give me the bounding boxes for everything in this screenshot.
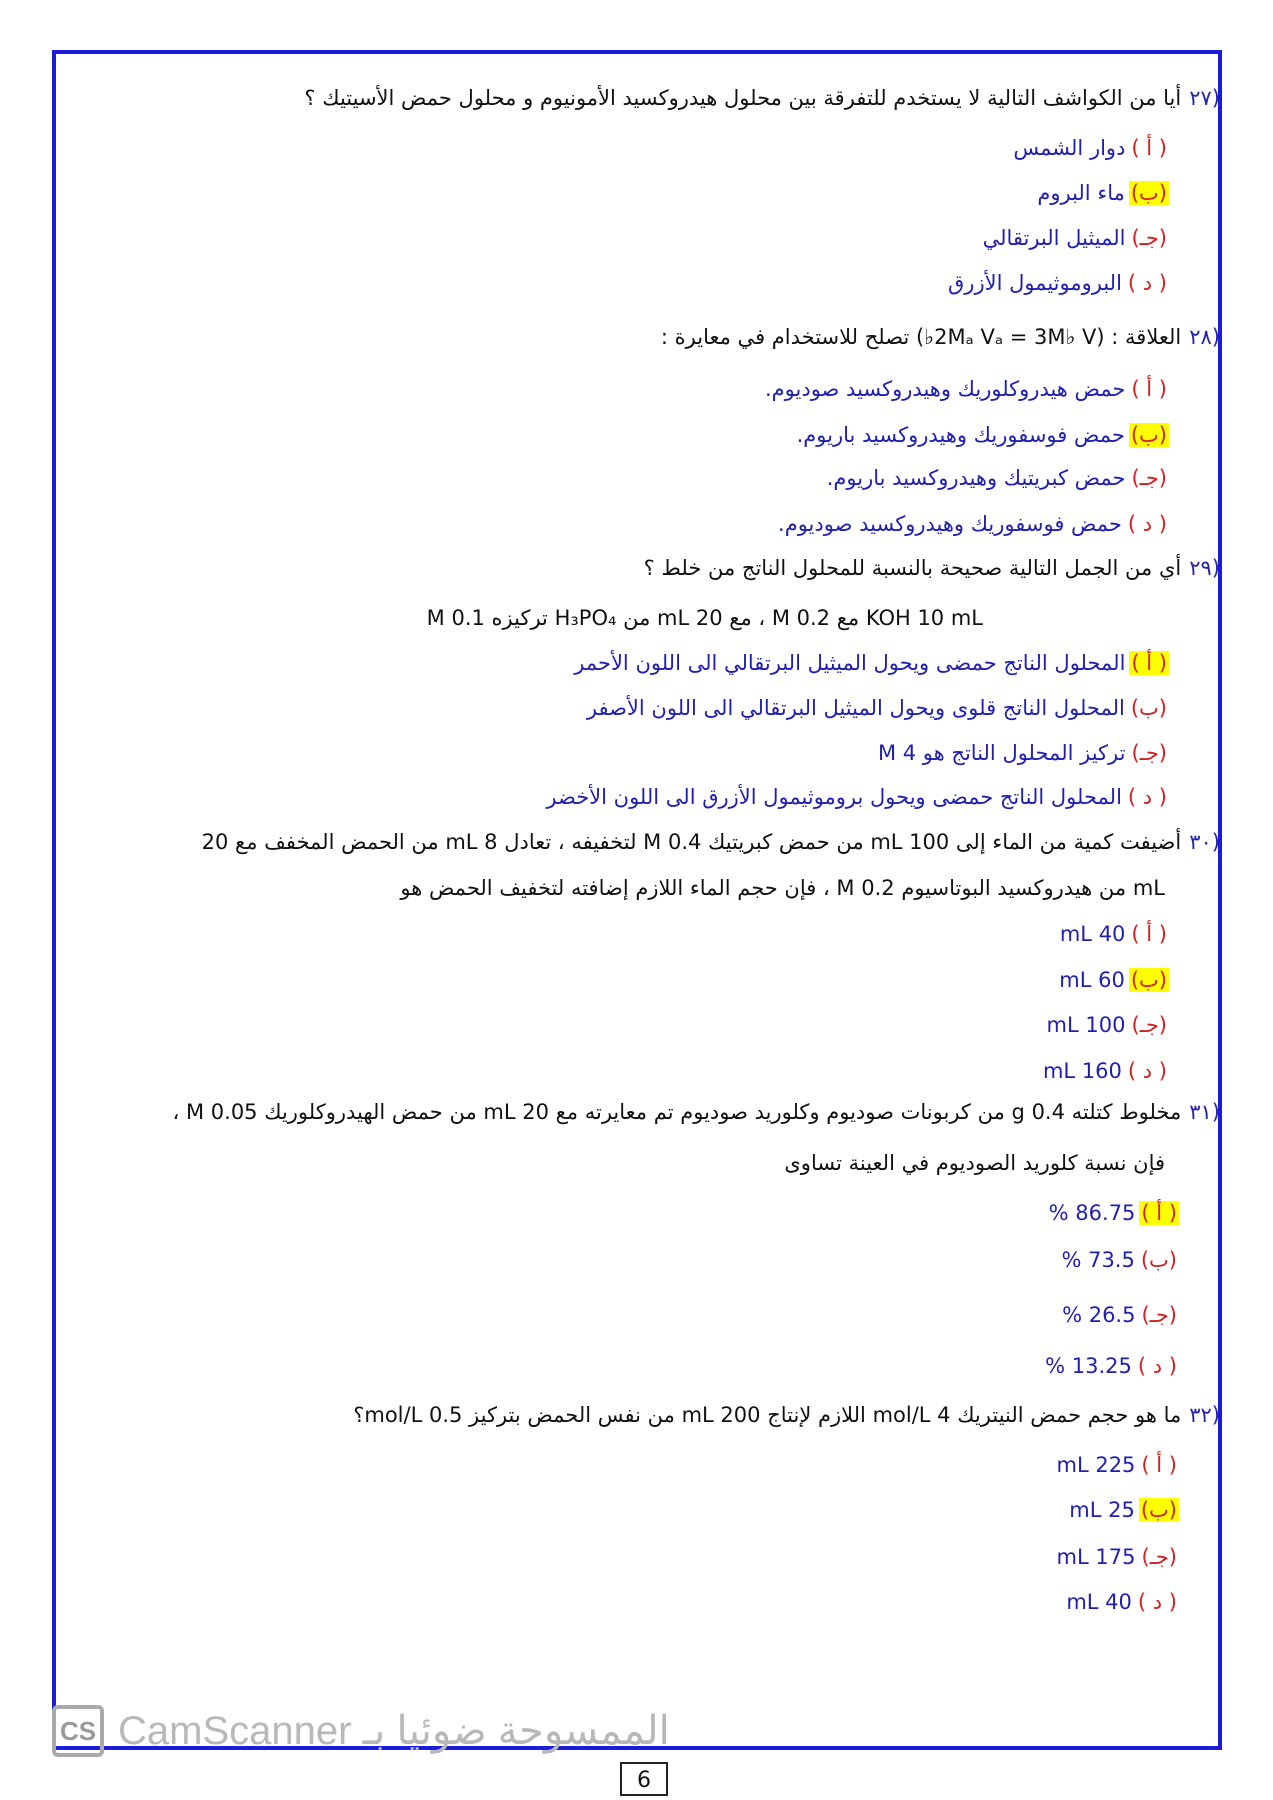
answer-option[interactable] xyxy=(1060,919,1169,949)
option-text: 175 mL xyxy=(1056,1545,1136,1569)
option-letter: ( د ) xyxy=(1137,1590,1177,1614)
option-letter: (جـ) xyxy=(1131,466,1167,490)
page-number: 6 xyxy=(620,1762,668,1796)
answer-option[interactable] xyxy=(1056,1450,1179,1480)
option-letter: (ب) xyxy=(1130,181,1167,205)
option-letter: (جـ) xyxy=(1141,1545,1177,1569)
option-text: ماء البروم xyxy=(1037,181,1125,205)
option-text: المحلول الناتج قلوى ويحول الميثيل البرتقالي الى اللون الأصفر xyxy=(586,696,1125,720)
option-letter: (ب) xyxy=(1130,968,1167,992)
question-29 xyxy=(644,553,1220,583)
question-30 xyxy=(202,827,1220,857)
option-text: 60 mL xyxy=(1059,968,1125,992)
question-continuation: KOH 10 mL مع 0.2 M ، مع 20 mL من H₃PO₄ تركيزه 0.1 M xyxy=(426,606,983,630)
question-number: (٢٧ xyxy=(1189,86,1220,110)
question-text: أي من الجمل التالية صحيحة بالنسبة للمحلول الناتج من خلط ؟ xyxy=(643,556,1182,580)
option-letter: ( د ) xyxy=(1137,1354,1177,1378)
question-text: أضيفت كمية من الماء إلى 100 mL من حمض كبريتيك 0.4 M لتخفيفه ، تعادل 8 mL من الحمض المخفف مع 20 xyxy=(201,830,1182,854)
question-continuation: mL من هيدروكسيد البوتاسيوم 0.2 M ، فإن حجم الماء اللازم إضافته لتخفيف الحمض هو xyxy=(400,876,1165,900)
option-letter: (ب) xyxy=(1140,1498,1177,1522)
question-number: (٢٩ xyxy=(1189,556,1220,580)
answer-option[interactable] xyxy=(1043,1056,1169,1086)
question-27 xyxy=(304,83,1220,113)
watermark-text: CamScanner الممسوحة ضوئيا بـ xyxy=(118,1709,670,1753)
answer-option[interactable] xyxy=(797,420,1169,450)
option-letter: (ب) xyxy=(1130,423,1167,447)
option-letter: (جـ) xyxy=(1131,226,1167,250)
option-text: 26.5 % xyxy=(1062,1303,1136,1327)
option-text: الميثيل البرتقالي xyxy=(982,226,1126,250)
camscanner-watermark xyxy=(52,1705,670,1757)
option-text: المحلول الناتج حمضى ويحول بروموثيمول الأزرق الى اللون الأخضر xyxy=(546,785,1122,809)
answer-option[interactable] xyxy=(1049,1198,1179,1228)
answer-option[interactable] xyxy=(983,223,1169,253)
option-letter: ( أ ) xyxy=(1141,1453,1177,1477)
question-text: ما هو حجم حمض النيتريك 4 mol/L اللازم لإنتاج 200 mL من نفس الحمض بتركيز 0.5 mol/L؟ xyxy=(353,1403,1182,1427)
question-number: (٣٢ xyxy=(1189,1403,1220,1427)
option-text: 40 mL xyxy=(1059,922,1126,946)
option-letter: ( أ ) xyxy=(1131,136,1167,160)
option-text: تركيز المحلول الناتج هو 4 M xyxy=(877,741,1126,765)
question-continuation: فإن نسبة كلوريد الصوديوم في العينة تساوى xyxy=(784,1151,1165,1175)
question-28 xyxy=(661,322,1220,352)
option-letter: ( د ) xyxy=(1127,512,1167,536)
option-letter: ( أ ) xyxy=(1141,1201,1177,1225)
option-text: 86.75 % xyxy=(1048,1201,1136,1225)
option-letter: (جـ) xyxy=(1131,1013,1167,1037)
question-text: أيا من الكواشف التالية لا يستخدم للتفرقة بين محلول هيدروكسيد الأمونيوم و محلول حمض الأسيتيك ؟ xyxy=(304,86,1182,110)
option-letter: ( د ) xyxy=(1127,271,1167,295)
answer-option[interactable] xyxy=(1013,133,1169,163)
question-number: (٢٨ xyxy=(1189,325,1220,349)
option-text: 225 mL xyxy=(1056,1453,1136,1477)
option-text: المحلول الناتج حمضى ويحول الميثيل البرتقالي الى اللون الأحمر xyxy=(574,651,1126,675)
option-letter: (ب) xyxy=(1140,1248,1177,1272)
question-text: مخلوط كتلته 0.4 g من كربونات صوديوم وكلوريد صوديوم تم معايرته مع 20 mL من حمض الهيدروكلوريك 0.05 M ، xyxy=(172,1100,1182,1124)
option-letter: (ب) xyxy=(1130,696,1167,720)
option-text: 100 mL xyxy=(1046,1013,1126,1037)
answer-option[interactable] xyxy=(878,738,1169,768)
answer-option[interactable] xyxy=(1047,1010,1169,1040)
option-letter: ( د ) xyxy=(1127,785,1167,809)
answer-option[interactable] xyxy=(778,509,1169,539)
answer-option[interactable] xyxy=(1069,1495,1179,1525)
answer-option[interactable] xyxy=(1037,178,1169,208)
option-text: حمض فوسفوريك وهيدروكسيد باريوم. xyxy=(796,423,1125,447)
question-31 xyxy=(173,1097,1220,1127)
answer-option[interactable] xyxy=(574,648,1169,678)
option-text: 25 mL xyxy=(1069,1498,1135,1522)
answer-option[interactable] xyxy=(1066,1587,1179,1617)
option-text: 13.25 % xyxy=(1045,1354,1132,1378)
answer-option[interactable] xyxy=(1059,965,1169,995)
answer-option[interactable] xyxy=(765,374,1169,404)
answer-option[interactable] xyxy=(1045,1351,1179,1381)
answer-option[interactable] xyxy=(587,693,1169,723)
answer-option[interactable] xyxy=(948,268,1169,298)
option-text: دوار الشمس xyxy=(1013,136,1126,160)
answer-option[interactable] xyxy=(1061,1245,1179,1275)
option-letter: ( أ ) xyxy=(1131,377,1167,401)
question-number: (٣١ xyxy=(1189,1100,1220,1124)
option-letter: ( أ ) xyxy=(1131,651,1167,675)
option-letter: (جـ) xyxy=(1141,1303,1177,1327)
question-text: العلاقة : (2Mₐ Vₐ = 3M♭ V♭) تصلح للاستخدام في معايرة : xyxy=(660,325,1182,349)
option-text: حمض كبريتيك وهيدروكسيد باريوم. xyxy=(826,466,1126,490)
option-text: البروموثيمول الأزرق xyxy=(948,271,1122,295)
option-letter: ( أ ) xyxy=(1131,922,1167,946)
option-letter: (جـ) xyxy=(1131,741,1167,765)
question-32 xyxy=(353,1400,1220,1430)
question-number: (٣٠ xyxy=(1189,830,1220,854)
answer-option[interactable] xyxy=(1057,1542,1179,1572)
answer-option[interactable] xyxy=(546,782,1169,812)
option-text: حمض هيدروكلوريك وهيدروكسيد صوديوم. xyxy=(764,377,1126,401)
option-text: 160 mL xyxy=(1042,1059,1122,1083)
answer-option[interactable] xyxy=(827,463,1169,493)
option-text: 40 mL xyxy=(1066,1590,1132,1614)
option-text: حمض فوسفوريك وهيدروكسيد صوديوم. xyxy=(778,512,1122,536)
option-letter: ( د ) xyxy=(1127,1059,1167,1083)
option-text: 73.5 % xyxy=(1061,1248,1135,1272)
camscanner-logo-icon: CS xyxy=(52,1705,104,1757)
answer-option[interactable] xyxy=(1062,1300,1179,1330)
